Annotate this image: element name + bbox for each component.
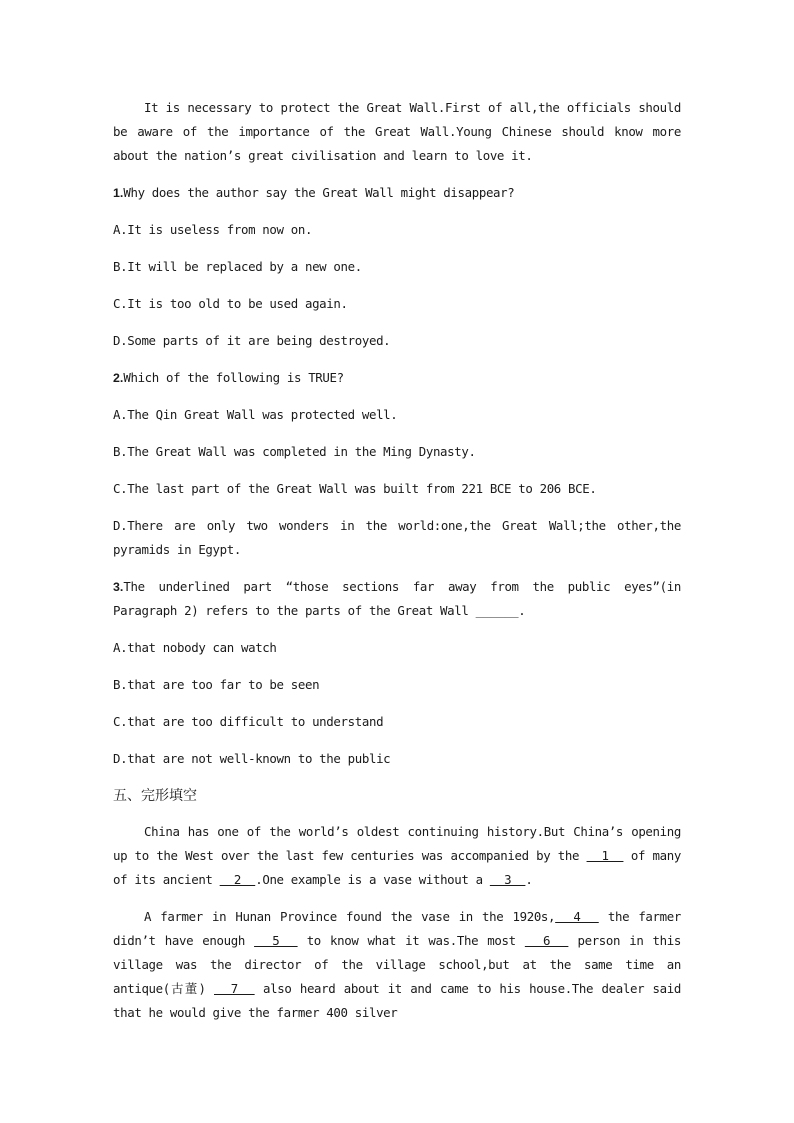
- cloze-text: .: [525, 872, 533, 887]
- blank-5: 5: [254, 933, 298, 948]
- cloze-text: .One example is a vase without a: [255, 872, 490, 887]
- cloze-text: to know what it was.The most: [297, 933, 525, 948]
- cloze-text: ): [198, 981, 214, 996]
- question-number: 3.: [113, 580, 124, 594]
- blank-2: 2: [219, 872, 256, 887]
- option-2c: C.The last part of the Great Wall was built from 221 BCE to 206 BCE.: [113, 481, 597, 496]
- cloze-text: person in this village was the director of the village school,but at the same time an antique(: [113, 933, 681, 996]
- question-2: [113, 366, 681, 390]
- option-3a: A.that nobody can watch: [113, 640, 277, 655]
- option-1d: D.Some parts of it are being destroyed.: [113, 333, 391, 348]
- blank-4: 4: [555, 909, 599, 924]
- question-text: Which of the following is TRUE?: [123, 370, 344, 385]
- option-3c: C.that are too difficult to understand: [113, 714, 384, 729]
- blank-1: 1: [586, 848, 624, 863]
- option-2a: A.The Qin Great Wall was protected well.: [113, 407, 398, 422]
- cloze-text: A farmer in Hunan Province found the vase in the 1920s,: [144, 909, 556, 924]
- cloze-cjk-word: 古董: [169, 981, 199, 996]
- option-1c: C.It is too old to be used again.: [113, 296, 348, 311]
- blank-6: 6: [524, 933, 569, 948]
- blank-3: 3: [489, 872, 526, 887]
- option-2d: D.There are only two wonders in the world:one,the Great Wall;the other,the pyramids in Egypt.: [113, 518, 681, 557]
- cloze-paragraph-2: [113, 905, 681, 1025]
- question-text-after: (in Paragraph 2) refers to the parts of the Great Wall ______.: [113, 579, 681, 618]
- option-3d: D.that are not well-known to the public: [113, 751, 391, 766]
- option-3b: B.that are too far to be seen: [113, 677, 320, 692]
- document-page: [113, 96, 681, 1038]
- intro-paragraph: It is necessary to protect the Great Wall.First of all,the officials should be aware of the importance of the Great Wall.Young Chinese should know more about the nation’s great civilisation and learn to love it.: [113, 100, 681, 163]
- section-title: 五、完形填空: [113, 788, 197, 804]
- cloze-text: of many of its ancient: [113, 848, 681, 887]
- cloze-text: China has one of the world’s oldest continuing history.But China’s opening up to the West over the last few centuries was accompanied by the: [113, 824, 681, 863]
- cloze-paragraph-1: [113, 820, 681, 892]
- option-2b: B.The Great Wall was completed in the Ming Dynasty.: [113, 444, 476, 459]
- option-1a: A.It is useless from now on.: [113, 222, 313, 237]
- question-text: Why does the author say the Great Wall might disappear?: [123, 185, 515, 200]
- cloze-text: the farmer didn’t have enough: [113, 909, 681, 948]
- option-1b: B.It will be replaced by a new one.: [113, 259, 362, 274]
- question-number: 2.: [113, 371, 124, 385]
- cloze-text: also heard about it and came to his house.The dealer said that he would give the farmer 400 silver: [113, 981, 681, 1020]
- question-1: [113, 181, 681, 205]
- question-number: 1.: [113, 186, 124, 200]
- question-3: [113, 575, 681, 623]
- underlined-quote: “those sections far away from the public eyes”: [285, 579, 660, 594]
- blank-7: 7: [214, 981, 255, 996]
- question-text-before: The underlined part: [123, 579, 286, 594]
